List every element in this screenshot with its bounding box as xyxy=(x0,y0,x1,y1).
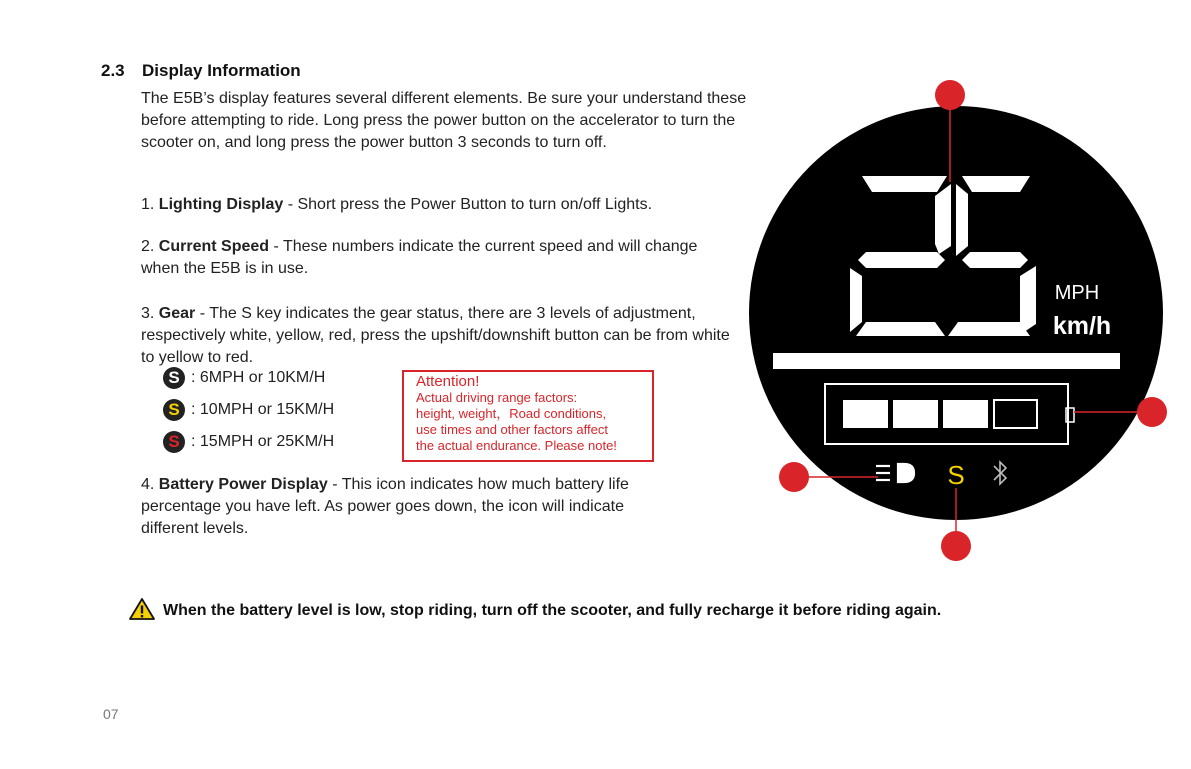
callout-marker-speed xyxy=(935,80,965,110)
battery-bar xyxy=(843,400,888,428)
attention-line: use times and other factors affect xyxy=(416,422,608,437)
section-number: 2.3 xyxy=(101,61,125,80)
gear-level-white xyxy=(163,366,325,390)
item-label: Lighting Display xyxy=(158,196,284,213)
gear-white-icon: S xyxy=(163,367,185,389)
attention-line: Actual driving range factors: xyxy=(416,390,578,405)
warning-triangle-icon xyxy=(128,597,156,621)
item-label: Current Speed xyxy=(158,238,270,255)
item-current-speed xyxy=(141,236,701,280)
item-separator: - xyxy=(195,305,210,322)
warning-text: When the battery level is low, stop riding, turn off the scooter, and fully recharge it before riding again. xyxy=(163,602,942,619)
item-number: 1. xyxy=(141,196,155,213)
gear-level-text: : 10MPH or 15KM/H xyxy=(191,401,335,418)
gear-indicator: S xyxy=(947,460,965,490)
item-separator: - xyxy=(283,196,298,213)
page-number: 07 xyxy=(103,706,119,722)
gear-level-text: : 6MPH or 10KM/H xyxy=(191,369,326,386)
intro-paragraph: The E5B’s display features several different elements. Be sure your understand these before attempting to ride. Long press the power button on the accelerator to turn the scooter on, and long press the power button 3 seconds to turn off. xyxy=(141,90,747,151)
item-number: 4. xyxy=(141,476,155,493)
item-lighting-display xyxy=(141,194,751,216)
gear-level-text: : 15MPH or 25KM/H xyxy=(191,433,335,450)
item-text: These numbers indicate the current speed and will change when the E5B is in use. xyxy=(141,238,698,277)
callout-marker-gear xyxy=(941,531,971,561)
callout-marker-battery xyxy=(1137,397,1167,427)
battery-bar xyxy=(943,400,988,428)
item-label: Gear xyxy=(158,305,196,322)
item-text: Short press the Power Button to turn on/off Lights. xyxy=(297,196,653,213)
attention-line: the actual endurance. Please note! xyxy=(416,438,617,453)
unit-kmh: km/h xyxy=(1052,312,1112,340)
attention-box xyxy=(402,370,654,462)
gear-yellow-icon: S xyxy=(163,399,185,421)
unit-mph: MPH xyxy=(1054,282,1100,304)
callout-marker-lighting xyxy=(779,462,809,492)
item-separator: - xyxy=(269,238,283,255)
item-gear xyxy=(141,303,741,369)
attention-title: Attention! xyxy=(416,373,480,390)
item-text: This icon indicates how much battery life percentage you have left. As power goes down, the icon will indicate different levels. xyxy=(141,476,629,537)
section-title: Display Information xyxy=(142,61,301,80)
item-number: 3. xyxy=(141,305,155,322)
gear-red-icon: S xyxy=(163,431,185,453)
gear-level-yellow xyxy=(163,398,334,422)
battery-bar xyxy=(893,400,938,428)
item-text: The S key indicates the gear status, there are 3 levels of adjustment, respectively white, yellow, red, press the upshift/downshift button can be from white to yellow to red. xyxy=(141,305,730,366)
item-battery-display xyxy=(141,474,681,540)
display-divider-bar xyxy=(773,353,1120,369)
item-separator: - xyxy=(327,476,342,493)
item-number: 2. xyxy=(141,238,155,255)
gear-level-red xyxy=(163,430,334,454)
attention-line: height, weight，Road conditions, xyxy=(416,406,607,421)
display-diagram xyxy=(740,75,1190,570)
item-label: Battery Power Display xyxy=(158,476,328,493)
section-heading xyxy=(101,61,301,81)
